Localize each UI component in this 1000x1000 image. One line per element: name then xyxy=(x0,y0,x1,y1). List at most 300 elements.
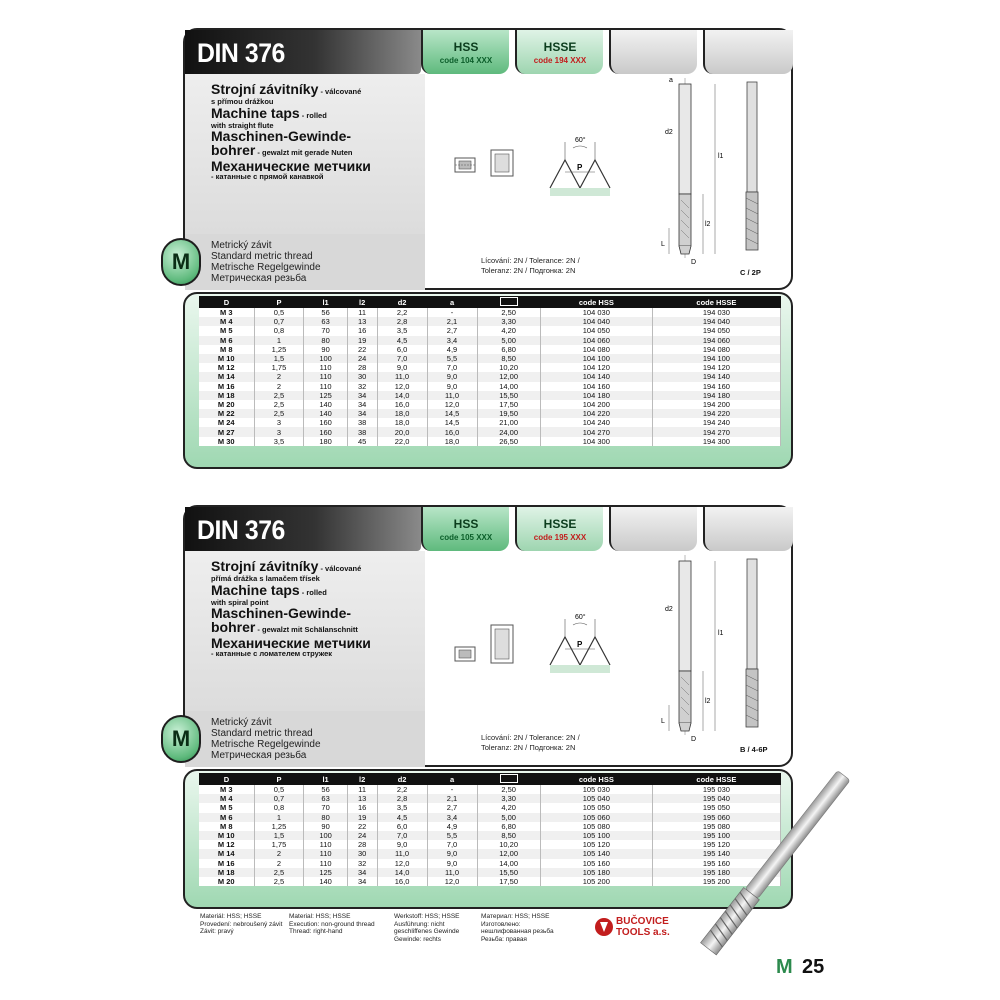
cell-drill: 6,80 xyxy=(477,345,540,354)
thread-en: Standard metric thread xyxy=(211,728,313,739)
cell-code-hsse: 194 140 xyxy=(652,372,780,381)
tab-hsse-code: code 195 XXX xyxy=(533,533,587,542)
cell-code-hss: 105 200 xyxy=(540,877,652,886)
cell-code-hss: 105 080 xyxy=(540,822,652,831)
cell-l2: 13 xyxy=(347,794,377,803)
thread-cz: Metrický závit xyxy=(211,240,272,251)
col-drill-icon xyxy=(477,773,540,785)
cell-a: 18,0 xyxy=(427,437,477,446)
cell-d2: 4,5 xyxy=(377,336,427,345)
tab-hss-label: HSS xyxy=(453,40,479,54)
logo-line-1: BUČOVICE xyxy=(616,916,669,927)
page-title: DIN 376 xyxy=(197,38,285,68)
cell-D: M 16 xyxy=(199,859,254,868)
cell-D: M 30 xyxy=(199,437,254,446)
cell-P: 1,75 xyxy=(254,363,304,372)
cell-D: M 5 xyxy=(199,803,254,812)
dim-L: L xyxy=(661,718,665,725)
footer-material-cz xyxy=(200,913,282,936)
col-D: D xyxy=(199,296,254,308)
cell-P: 1,5 xyxy=(254,831,304,840)
logo-mark-icon xyxy=(594,916,614,938)
cell-code-hss: 104 180 xyxy=(540,391,652,400)
desc-de-title: Maschinen-Gewinde- xyxy=(211,605,352,621)
page-section-badge: M xyxy=(776,956,793,978)
cell-drill: 14,00 xyxy=(477,859,540,868)
cell-D: M 4 xyxy=(199,794,254,803)
thread-de: Metrische Regelgewinde xyxy=(211,262,321,273)
cell-drill: 15,50 xyxy=(477,868,540,877)
cell-a: 9,0 xyxy=(427,372,477,381)
cell-l2: 13 xyxy=(347,317,377,326)
footer-line: Závit: pravý xyxy=(200,928,234,935)
cell-l1: 100 xyxy=(304,354,347,363)
cell-P: 2 xyxy=(254,859,304,868)
cell-D: M 24 xyxy=(199,418,254,427)
product-card xyxy=(171,505,793,767)
cell-code-hss: 104 200 xyxy=(540,400,652,409)
cell-l2: 34 xyxy=(347,868,377,877)
cell-code-hsse: 194 040 xyxy=(652,317,780,326)
dimensions-table xyxy=(199,296,781,446)
dim-a: a xyxy=(669,77,673,84)
cell-code-hss: 104 240 xyxy=(540,418,652,427)
dim-l2: l2 xyxy=(705,221,711,228)
tab-hsse-label: HSSE xyxy=(543,40,577,54)
cell-l2: 34 xyxy=(347,877,377,886)
cell-d2: 14,0 xyxy=(377,391,427,400)
cell-code-hss: 104 300 xyxy=(540,437,652,446)
cell-d2: 4,5 xyxy=(377,813,427,822)
footer-line: Werkstoff: HSS; HSSE xyxy=(394,913,460,920)
cell-code-hss: 105 160 xyxy=(540,859,652,868)
col-a: a xyxy=(427,296,477,308)
cell-l2: 38 xyxy=(347,418,377,427)
tab-hsse[interactable] xyxy=(515,30,603,74)
cell-D: M 10 xyxy=(199,354,254,363)
cell-l1: 63 xyxy=(304,794,347,803)
col-l1: l1 xyxy=(304,773,347,785)
cell-d2: 6,0 xyxy=(377,822,427,831)
cell-drill: 12,00 xyxy=(477,849,540,858)
cell-D: M 3 xyxy=(199,785,254,794)
thread-profile-sketch xyxy=(455,130,635,220)
cell-a: 5,5 xyxy=(427,354,477,363)
cell-l1: 125 xyxy=(304,868,347,877)
cell-P: 2 xyxy=(254,849,304,858)
table-row xyxy=(199,437,781,446)
cell-a: 11,0 xyxy=(427,391,477,400)
cell-code-hsse: 195 030 xyxy=(652,785,780,794)
cell-P: 3 xyxy=(254,427,304,436)
desc-cz-line2: přímá drážka s lamačem třísek xyxy=(211,574,320,583)
table-row xyxy=(199,345,781,354)
tab-hsse[interactable] xyxy=(515,507,603,551)
tab-hss-label: HSS xyxy=(453,517,479,531)
table-row xyxy=(199,400,781,409)
cell-P: 1,25 xyxy=(254,822,304,831)
cell-a: 7,0 xyxy=(427,363,477,372)
cell-l2: 34 xyxy=(347,400,377,409)
pitch-label: P xyxy=(577,163,583,172)
cell-a: 9,0 xyxy=(427,382,477,391)
table-body xyxy=(199,308,781,446)
cell-l1: 110 xyxy=(304,859,347,868)
cell-l2: 24 xyxy=(347,831,377,840)
pitch-label: P xyxy=(577,640,583,649)
footer-material-ru xyxy=(481,913,554,943)
col-code-hss: code HSS xyxy=(540,773,652,785)
cell-l1: 70 xyxy=(304,803,347,812)
cell-drill: 19,50 xyxy=(477,409,540,418)
col-D: D xyxy=(199,773,254,785)
cell-l2: 24 xyxy=(347,354,377,363)
chamfer-code: C / 2P xyxy=(740,268,761,277)
col-l1: l1 xyxy=(304,296,347,308)
cell-l2: 28 xyxy=(347,840,377,849)
desc-en-line2: with straight flute xyxy=(211,120,274,130)
cell-code-hsse: 194 030 xyxy=(652,308,780,317)
cell-code-hsse: 194 240 xyxy=(652,418,780,427)
cell-l2: 32 xyxy=(347,382,377,391)
cell-l1: 110 xyxy=(304,382,347,391)
cell-l2: 11 xyxy=(347,785,377,794)
desc-de-sub: - gewalzt mit gerade Nuten xyxy=(255,148,353,157)
cell-a: - xyxy=(427,785,477,794)
cell-P: 1,75 xyxy=(254,840,304,849)
desc-ru-title: Механические метчики xyxy=(211,635,371,651)
dim-D: D xyxy=(691,259,697,266)
desc-de-title2: bohrer xyxy=(211,619,256,635)
tap-technical-drawing xyxy=(645,555,785,745)
cell-d2: 16,0 xyxy=(377,877,427,886)
cell-l2: 19 xyxy=(347,813,377,822)
cell-drill: 4,20 xyxy=(477,326,540,335)
cell-d2: 20,0 xyxy=(377,427,427,436)
tap-technical-drawing xyxy=(645,78,785,268)
cell-drill: 2,50 xyxy=(477,308,540,317)
cell-d2: 2,8 xyxy=(377,317,427,326)
cell-drill: 4,20 xyxy=(477,803,540,812)
tab-hsse-code: code 194 XXX xyxy=(533,56,587,65)
cell-P: 0,8 xyxy=(254,326,304,335)
cell-P: 2 xyxy=(254,382,304,391)
cell-drill: 3,30 xyxy=(477,317,540,326)
cell-drill: 8,50 xyxy=(477,831,540,840)
footer-line: Gewinde: rechts xyxy=(394,935,441,943)
cell-code-hss: 104 040 xyxy=(540,317,652,326)
cell-d2: 6,0 xyxy=(377,345,427,354)
cell-a: 16,0 xyxy=(427,427,477,436)
table-row xyxy=(199,354,781,363)
page-number: 25 xyxy=(802,956,825,978)
cell-D: M 20 xyxy=(199,400,254,409)
cell-drill: 24,00 xyxy=(477,427,540,436)
cell-code-hsse: 195 120 xyxy=(652,840,780,849)
cell-a: 3,4 xyxy=(427,813,477,822)
tab-empty-1 xyxy=(609,507,697,551)
cell-code-hss: 104 060 xyxy=(540,336,652,345)
cell-d2: 22,0 xyxy=(377,437,427,446)
cell-drill: 2,50 xyxy=(477,785,540,794)
footer-line: Резьба: правая xyxy=(481,935,527,943)
cell-l2: 22 xyxy=(347,822,377,831)
cell-code-hsse: 194 200 xyxy=(652,400,780,409)
cell-drill: 6,80 xyxy=(477,822,540,831)
cell-D: M 3 xyxy=(199,308,254,317)
table-row xyxy=(199,363,781,372)
tab-empty-2 xyxy=(703,30,793,74)
desc-cz-sub: - válcované xyxy=(318,87,362,96)
table-row xyxy=(199,391,781,400)
cell-code-hsse: 195 080 xyxy=(652,822,780,831)
cell-code-hsse: 195 180 xyxy=(652,868,780,877)
cell-D: M 18 xyxy=(199,868,254,877)
cell-code-hss: 104 100 xyxy=(540,354,652,363)
cell-code-hsse: 195 050 xyxy=(652,803,780,812)
cell-a: 9,0 xyxy=(427,849,477,858)
col-code-hsse: code HSSE xyxy=(652,773,780,785)
cell-code-hss: 104 220 xyxy=(540,409,652,418)
cell-d2: 7,0 xyxy=(377,831,427,840)
table-row xyxy=(199,308,781,317)
desc-de-title: Maschinen-Gewinde- xyxy=(211,128,352,144)
cell-P: 1,5 xyxy=(254,354,304,363)
thread-en: Standard metric thread xyxy=(211,251,313,262)
cell-code-hsse: 194 300 xyxy=(652,437,780,446)
cell-code-hss: 105 120 xyxy=(540,840,652,849)
cell-l2: 34 xyxy=(347,391,377,400)
title-bar xyxy=(185,507,421,551)
col-code-hsse: code HSSE xyxy=(652,296,780,308)
cell-d2: 14,0 xyxy=(377,868,427,877)
cell-D: M 22 xyxy=(199,409,254,418)
product-description xyxy=(211,559,431,658)
cell-l1: 80 xyxy=(304,813,347,822)
cell-D: M 8 xyxy=(199,822,254,831)
col-l2: l2 xyxy=(347,773,377,785)
cell-code-hss: 104 050 xyxy=(540,326,652,335)
drill-size-icon xyxy=(500,297,518,306)
cell-P: 2 xyxy=(254,372,304,381)
desc-en-title: Machine taps xyxy=(211,104,300,121)
cell-a: 4,9 xyxy=(427,822,477,831)
cell-code-hss: 104 160 xyxy=(540,382,652,391)
chamfer-code: B / 4-6P xyxy=(740,745,768,754)
cell-a: 3,4 xyxy=(427,336,477,345)
cell-code-hsse: 195 100 xyxy=(652,831,780,840)
cell-d2: 16,0 xyxy=(377,400,427,409)
cell-D: M 16 xyxy=(199,382,254,391)
thread-type-list xyxy=(211,717,321,761)
dim-l1: l1 xyxy=(718,630,724,637)
cell-a: 2,1 xyxy=(427,317,477,326)
cell-P: 3 xyxy=(254,418,304,427)
cell-drill: 5,00 xyxy=(477,813,540,822)
cell-code-hsse: 194 180 xyxy=(652,391,780,400)
thread-ru: Метрическая резьба xyxy=(211,750,307,761)
page-title: DIN 376 xyxy=(197,515,285,545)
footer-line: Материал: HSS; HSSE xyxy=(481,913,550,920)
cell-d2: 11,0 xyxy=(377,372,427,381)
footer-material-de xyxy=(394,913,460,943)
table-header-row xyxy=(199,296,781,308)
cell-drill: 21,00 xyxy=(477,418,540,427)
thread-de: Metrische Regelgewinde xyxy=(211,739,321,750)
desc-cz-sub: - válcované xyxy=(318,564,362,573)
cell-code-hss: 104 080 xyxy=(540,345,652,354)
col-a: a xyxy=(427,773,477,785)
product-description xyxy=(211,82,431,181)
cell-P: 0,5 xyxy=(254,785,304,794)
footer-line: Изготовлено: xyxy=(481,920,521,928)
cell-D: M 27 xyxy=(199,427,254,436)
cell-a: 2,1 xyxy=(427,794,477,803)
cell-d2: 12,0 xyxy=(377,859,427,868)
cell-l2: 32 xyxy=(347,859,377,868)
cell-l2: 19 xyxy=(347,336,377,345)
thread-type-list xyxy=(211,240,321,284)
cell-code-hss: 104 140 xyxy=(540,372,652,381)
table-row xyxy=(199,317,781,326)
footer-line: Materiál: HSS; HSSE xyxy=(200,913,262,920)
cell-l1: 140 xyxy=(304,400,347,409)
cell-P: 2,5 xyxy=(254,409,304,418)
cell-D: M 12 xyxy=(199,363,254,372)
cell-code-hsse: 194 270 xyxy=(652,427,780,436)
cell-l1: 56 xyxy=(304,785,347,794)
cell-l2: 34 xyxy=(347,409,377,418)
table-row xyxy=(199,418,781,427)
cell-drill: 26,50 xyxy=(477,437,540,446)
cell-code-hsse: 195 060 xyxy=(652,813,780,822)
metric-badge: M xyxy=(161,715,201,763)
desc-cz-line2: s přímou drážkou xyxy=(211,97,274,106)
cell-P: 2,5 xyxy=(254,868,304,877)
dim-l1: l1 xyxy=(718,153,724,160)
cell-a: 4,9 xyxy=(427,345,477,354)
cell-P: 0,7 xyxy=(254,794,304,803)
cell-code-hsse: 194 080 xyxy=(652,345,780,354)
cell-l1: 110 xyxy=(304,849,347,858)
cell-l1: 110 xyxy=(304,363,347,372)
cell-l2: 30 xyxy=(347,372,377,381)
angle-label: 60° xyxy=(575,137,586,144)
cell-l1: 140 xyxy=(304,877,347,886)
col-code-hss: code HSS xyxy=(540,296,652,308)
drill-size-icon xyxy=(500,774,518,783)
cell-drill: 5,00 xyxy=(477,336,540,345)
cell-d2: 18,0 xyxy=(377,409,427,418)
cell-D: M 20 xyxy=(199,877,254,886)
col-P: P xyxy=(254,296,304,308)
thread-ru: Метрическая резьба xyxy=(211,273,307,284)
tolerance-line-2: Toleranz: 2N / Подгонка: 2N xyxy=(481,266,576,275)
cell-code-hsse: 195 040 xyxy=(652,794,780,803)
cell-D: M 4 xyxy=(199,317,254,326)
table-row xyxy=(199,336,781,345)
cell-code-hsse: 194 050 xyxy=(652,326,780,335)
cell-drill: 12,00 xyxy=(477,372,540,381)
cell-code-hsse: 194 160 xyxy=(652,382,780,391)
col-d2: d2 xyxy=(377,773,427,785)
tab-hss[interactable] xyxy=(421,30,509,74)
dim-L: L xyxy=(661,241,665,248)
cell-a: - xyxy=(427,308,477,317)
tab-hss[interactable] xyxy=(421,507,509,551)
cell-P: 3,5 xyxy=(254,437,304,446)
cell-D: M 18 xyxy=(199,391,254,400)
cell-D: M 5 xyxy=(199,326,254,335)
tolerance-line-1: Lícování: 2N / Tolerance: 2N / xyxy=(481,256,580,265)
cell-code-hss: 105 180 xyxy=(540,868,652,877)
cell-l1: 70 xyxy=(304,326,347,335)
cell-code-hsse: 195 140 xyxy=(652,849,780,858)
cell-d2: 3,5 xyxy=(377,803,427,812)
tab-empty-1 xyxy=(609,30,697,74)
table-row xyxy=(199,409,781,418)
cell-d2: 18,0 xyxy=(377,418,427,427)
cell-l1: 140 xyxy=(304,409,347,418)
cell-l1: 180 xyxy=(304,437,347,446)
cell-D: M 6 xyxy=(199,336,254,345)
tab-empty-2 xyxy=(703,507,793,551)
tap-photo-illustration xyxy=(690,760,850,980)
desc-en-sub: - rolled xyxy=(299,587,327,597)
cell-l1: 125 xyxy=(304,391,347,400)
footer-line: Ausführung: nicht xyxy=(394,920,445,928)
cell-l2: 22 xyxy=(347,345,377,354)
metric-badge: M xyxy=(161,238,201,286)
cell-code-hss: 104 270 xyxy=(540,427,652,436)
cell-d2: 2,2 xyxy=(377,308,427,317)
cell-d2: 11,0 xyxy=(377,849,427,858)
cell-a: 12,0 xyxy=(427,400,477,409)
cell-a: 11,0 xyxy=(427,868,477,877)
cell-P: 1,25 xyxy=(254,345,304,354)
cell-D: M 12 xyxy=(199,840,254,849)
cell-d2: 9,0 xyxy=(377,363,427,372)
dim-d2: d2 xyxy=(665,129,673,136)
cell-drill: 10,20 xyxy=(477,363,540,372)
footer-line: geschliffenes Gewinde xyxy=(394,928,460,935)
footer-line: Thread: right-hand xyxy=(289,928,343,935)
cell-a: 5,5 xyxy=(427,831,477,840)
cell-code-hss: 105 100 xyxy=(540,831,652,840)
col-d2: d2 xyxy=(377,296,427,308)
col-P: P xyxy=(254,773,304,785)
cell-code-hsse: 194 060 xyxy=(652,336,780,345)
cell-code-hsse: 195 200 xyxy=(652,877,780,886)
cell-d2: 2,8 xyxy=(377,794,427,803)
cell-a: 2,7 xyxy=(427,803,477,812)
cell-P: 0,7 xyxy=(254,317,304,326)
logo-line-2: TOOLS a.s. xyxy=(616,927,670,938)
tolerance-line-2: Toleranz: 2N / Подгонка: 2N xyxy=(481,743,576,752)
cell-l2: 16 xyxy=(347,326,377,335)
dim-d2: d2 xyxy=(665,606,673,613)
tolerance-note xyxy=(481,256,580,276)
cell-l1: 110 xyxy=(304,840,347,849)
thread-profile-sketch xyxy=(455,607,635,697)
cell-d2: 12,0 xyxy=(377,382,427,391)
cell-a: 9,0 xyxy=(427,859,477,868)
cell-D: M 6 xyxy=(199,813,254,822)
desc-de-title2: bohrer xyxy=(211,142,256,158)
table-row xyxy=(199,382,781,391)
cell-a: 14,5 xyxy=(427,418,477,427)
cell-code-hss: 105 030 xyxy=(540,785,652,794)
